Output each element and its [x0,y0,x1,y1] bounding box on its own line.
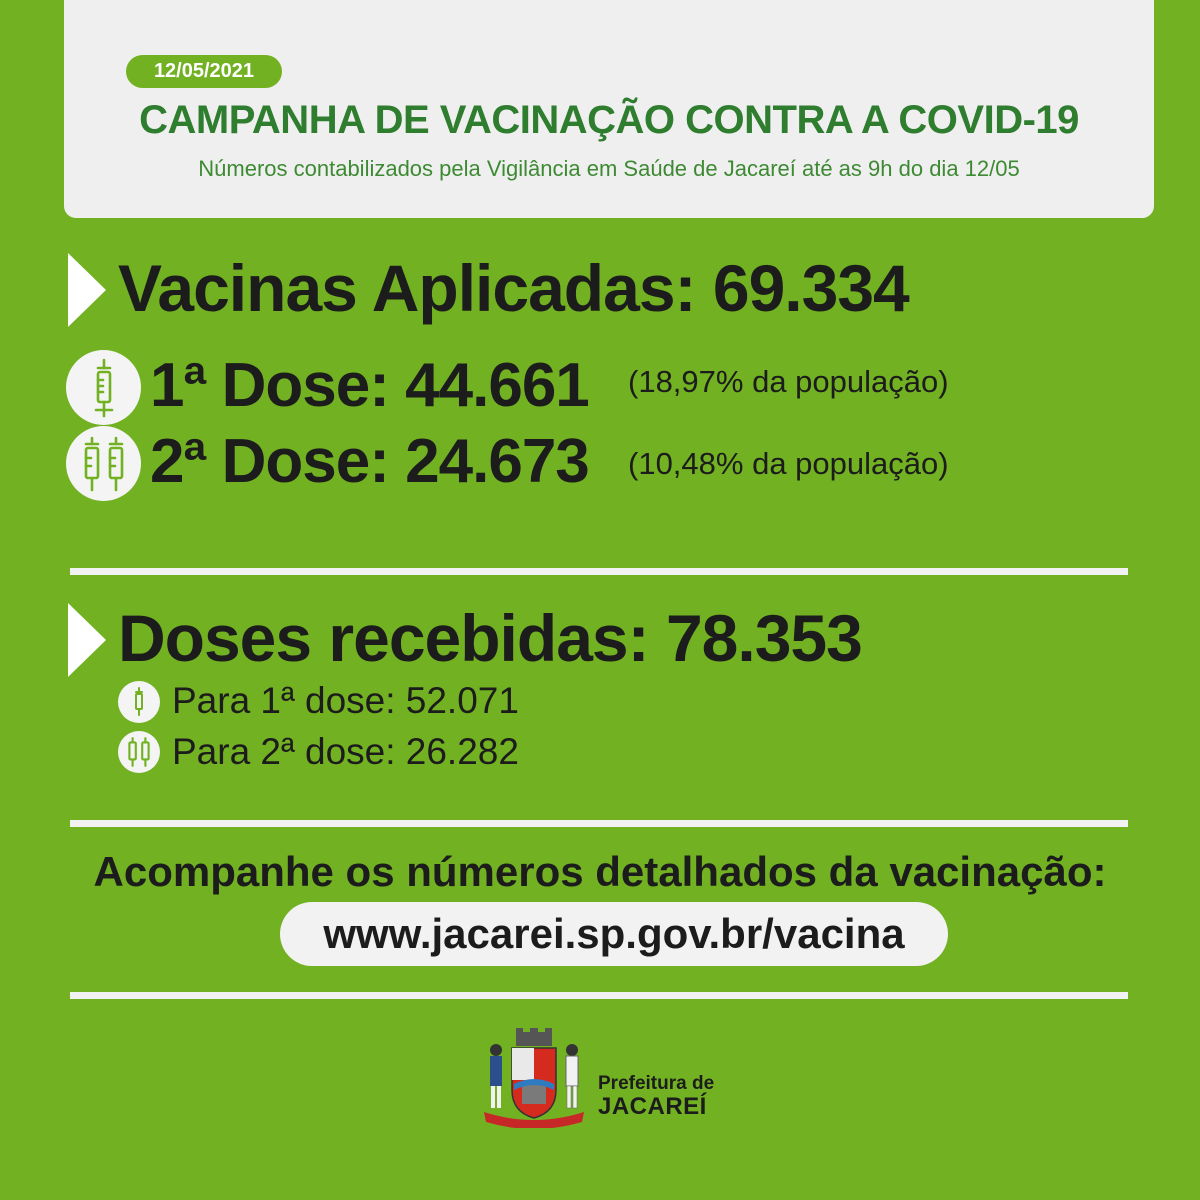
syringe-icon [118,681,160,723]
syringe-icon [66,350,141,425]
dose2-percentage: (10,48% da população) [628,446,949,481]
dose2-value: 24.673 [405,427,589,496]
received-heading [118,600,862,676]
double-syringe-icon [66,426,141,501]
logo-line2: JACAREÍ [598,1092,707,1120]
received-dose1: Para 1ª dose: 52.071 [172,680,519,721]
arrow-right-icon [68,603,106,677]
dose2-label: 2ª Dose: [150,427,389,496]
divider [70,992,1128,999]
double-syringe-icon [118,731,160,773]
divider [70,820,1128,827]
logo-line1: Prefeitura de [598,1073,715,1094]
date-badge: 12/05/2021 [126,55,282,88]
vaccine-url-link[interactable]: www.jacarei.sp.gov.br/vacina [280,902,948,966]
arrow-right-icon [68,253,106,327]
cta-text: Acompanhe os números detalhados da vacinação: [93,848,1107,895]
received-value: 78.353 [665,601,862,675]
dose1-percentage: (18,97% da população) [628,364,949,399]
received-label: Doses recebidas: [118,601,649,675]
applied-value: 69.334 [712,251,909,325]
campaign-subtitle: Números contabilizados pela Vigilância em Saúde de Jacareí até as 9h do dia 12/05 [198,156,1020,181]
divider [70,568,1128,575]
applied-heading [118,250,909,326]
dose2-line [150,426,589,497]
campaign-title: CAMPANHA DE VACINAÇÃO CONTRA A COVID-19 [139,98,1079,142]
received-dose2: Para 2ª dose: 26.282 [172,731,519,772]
logo-text [598,1074,714,1119]
applied-label: Vacinas Aplicadas: [118,251,696,325]
dose1-value: 44.661 [405,351,589,420]
jacarei-coat-of-arms-logo [478,1028,590,1128]
dose1-label: 1ª Dose: [150,351,389,420]
dose1-line [150,350,589,421]
